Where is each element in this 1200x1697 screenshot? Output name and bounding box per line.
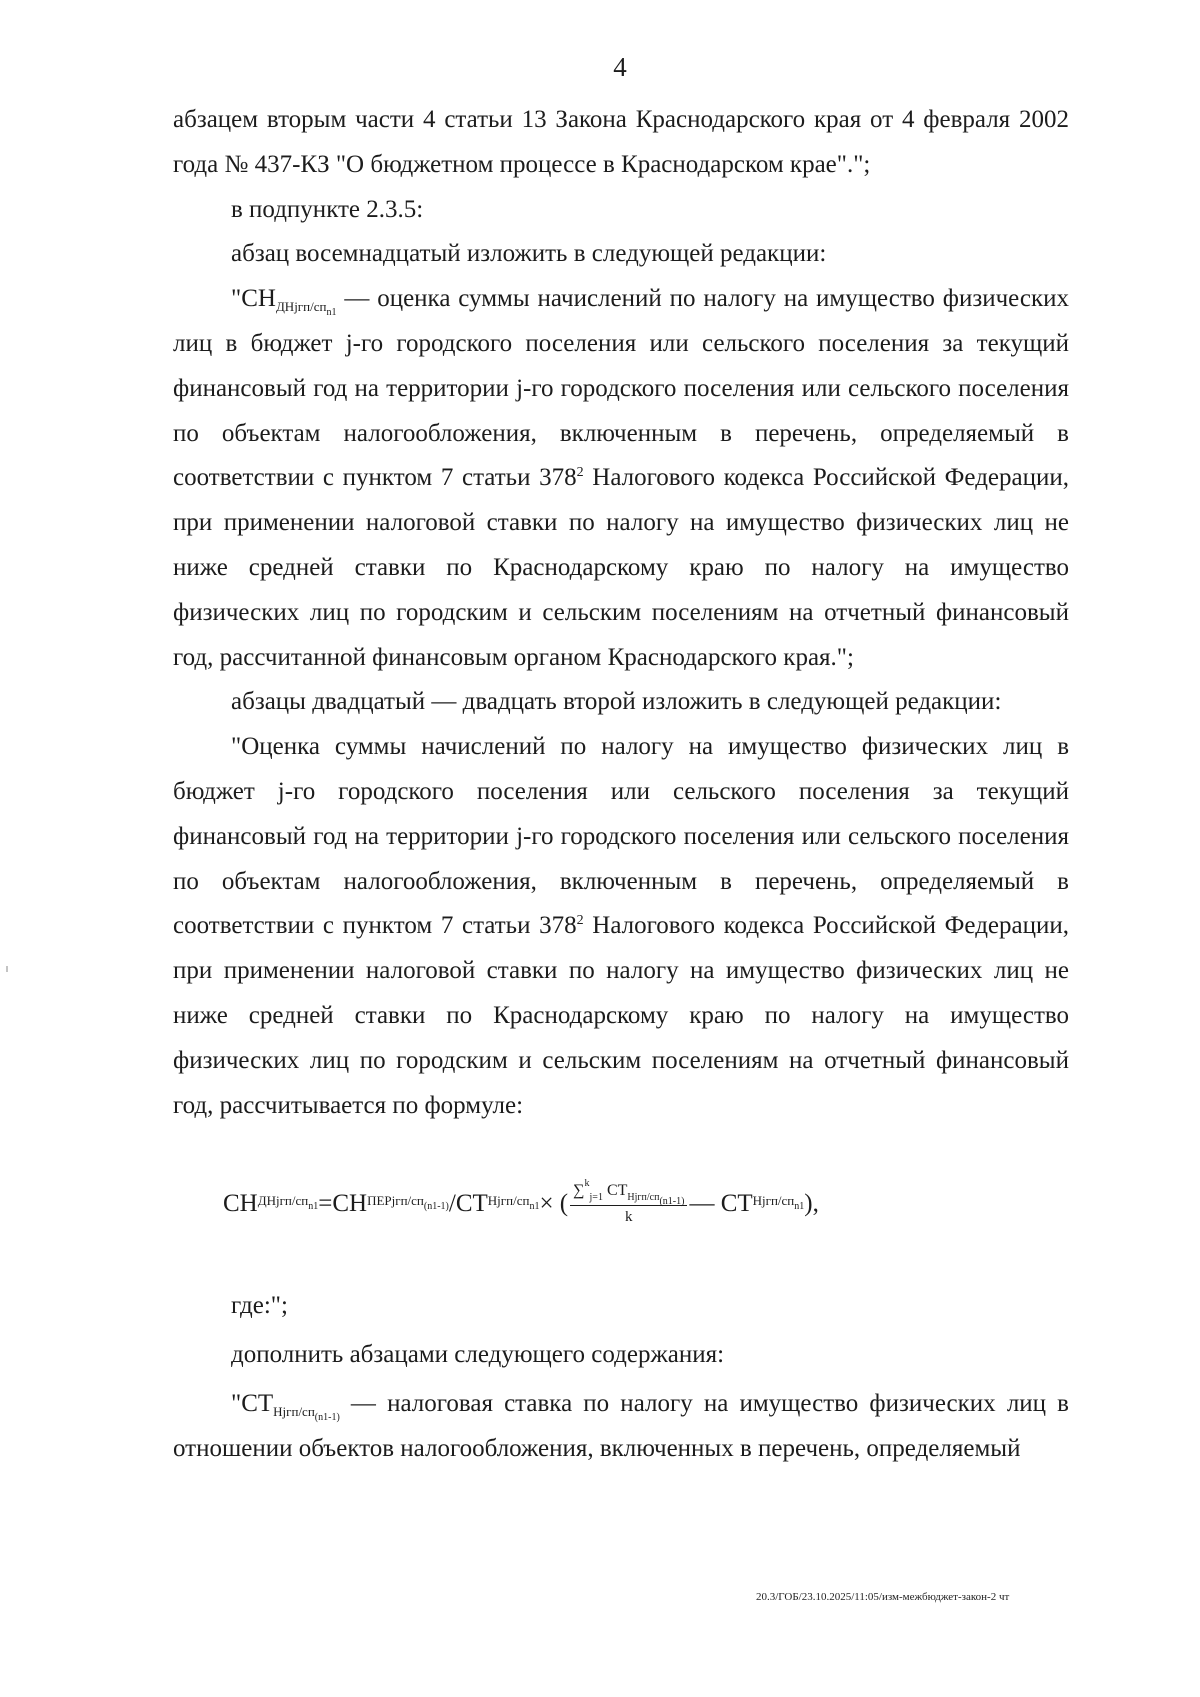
paragraph-8: дополнить абзацами следующего содержания:: [231, 1341, 725, 1369]
formula-term2: СТ: [455, 1189, 488, 1217]
formula-equals: =: [318, 1189, 333, 1217]
symbol-sub: [275, 299, 337, 319]
paragraph-9-text: — налоговая ставка по налогу на имущество физических лиц в отношении объектов налогообложения, включенных в перечень, определяемый: [173, 1389, 1069, 1462]
formula-lhs-subsub: n1: [308, 1201, 319, 1213]
paragraph-5: абзацы двадцатый — двадцать второй изложить в следующей редакции:: [231, 688, 1002, 716]
symbol-st-sub-text: Нjгп/сп: [273, 1403, 315, 1419]
formula-lhs-sub-text: ДНjгп/сп: [257, 1193, 309, 1209]
symbol-st-sub: [273, 1403, 340, 1423]
numerator-sub: [627, 1191, 685, 1207]
formula-divide: /: [448, 1189, 456, 1217]
sum-lower: j=1: [589, 1191, 603, 1203]
symbol-st: "СТ: [231, 1389, 274, 1417]
paragraph-2: в подпункте 2.3.5:: [231, 195, 424, 223]
formula-term3-subsub: n1: [794, 1201, 805, 1213]
formula-term2-sub-text: Нjгп/сп: [487, 1193, 530, 1209]
document-body: [173, 98, 1069, 1472]
formula-term3-sub: [752, 1193, 805, 1213]
formula-lhs: СН: [223, 1189, 258, 1217]
sum-symbol: ∑: [573, 1181, 585, 1199]
numerator-subsub: (n1-1): [659, 1195, 685, 1207]
scan-edge-mark: [6, 966, 8, 972]
symbol-sn: "СН: [231, 285, 276, 313]
paragraph-4: [173, 277, 1069, 680]
numerator-sub-text: Нjгп/сп: [627, 1191, 660, 1203]
sum-upper: k: [584, 1177, 590, 1189]
formula-term2-subsub: n1: [529, 1201, 540, 1213]
paragraph-7: где:";: [231, 1292, 288, 1320]
paragraph-4-text-b: Налогового кодекса Российской Федерации, при применении налоговой ставки по налогу на имущество физических лиц не ниже средней ставки по Краснодарскому краю по налогу на имущество физических лиц по городским и сельским поселениям на отчетный финансовый год, рассчитанной финансовым органом Краснодарского края.";: [173, 464, 1069, 671]
symbol-subsub-text: n1: [326, 307, 337, 319]
formula-term1: СН: [332, 1189, 368, 1217]
page-number: 4: [613, 52, 627, 82]
symbol-st-subsub: (n1-1): [314, 1411, 340, 1423]
formula-term1-sub: [367, 1193, 449, 1213]
paragraph-3: абзац восемнадцатый изложить в следующей редакции:: [231, 240, 827, 268]
paragraph-1: абзацем вторым части 4 статьи 13 Закона Краснодарского края от 4 февраля 2002 года № 437-КЗ "О бюджетном процессе в Краснодарском крае".";: [173, 106, 1069, 178]
formula-term1-sub-text: ПЕРjгп/сп: [367, 1193, 424, 1209]
formula-denominator: k: [625, 1208, 633, 1225]
formula-term3-sub-text: Нjгп/сп: [752, 1193, 795, 1209]
numerator-term: СТ: [602, 1181, 628, 1199]
formula-term1-subsub: (n1-1): [423, 1201, 449, 1213]
formula-end: ),: [804, 1189, 819, 1217]
paragraph-9: [173, 1382, 1069, 1472]
article-superscript: 2: [576, 913, 584, 929]
formula-lhs-sub: [257, 1193, 319, 1213]
paragraph-6: [173, 725, 1069, 1128]
symbol-sub-text: ДНjгп/сп: [275, 299, 327, 315]
document-footer-code: 20.3/ГОБ/23.10.2025/11:05/изм-межбюджет-закон-2 чт: [756, 1591, 1010, 1603]
formula-times: × (: [539, 1189, 569, 1217]
formula-numerator: [570, 1177, 687, 1207]
paragraph-4-text-a: — оценка суммы начислений по налогу на имущество физических лиц в бюджет j-го городского поселения или сельского поселения за текущий финансовый год на территории j-го городского поселения или сельского поселения по объектам налогообложения, включенным в перечень, определяемый в соответствии с пунктом 7 статьи 378: [173, 285, 1069, 492]
article-superscript: 2: [576, 465, 584, 481]
formula-minus-term: — СТ: [689, 1189, 753, 1217]
formula-fraction: [570, 1177, 687, 1228]
paragraph-6-text-a: "Оценка суммы начислений по налогу на имущество физических лиц в бюджет j-го городского поселения или сельского поселения за текущий финансовый год на территории j-го городского поселения или сельского поселения по объектам налогообложения, включенным в перечень, определяемый в соответствии с пунктом 7 статьи 378: [173, 733, 1069, 940]
formula-term2-sub: [487, 1193, 540, 1213]
formula: [223, 1168, 1069, 1240]
paragraph-6-text-b: Налогового кодекса Российской Федерации, при применении налоговой ставки по налогу на имущество физических лиц не ниже средней ставки по Краснодарскому краю по налогу на имущество физических лиц по городским и сельским поселениям на отчетный финансовый год, рассчитывается по формуле:: [173, 912, 1069, 1119]
